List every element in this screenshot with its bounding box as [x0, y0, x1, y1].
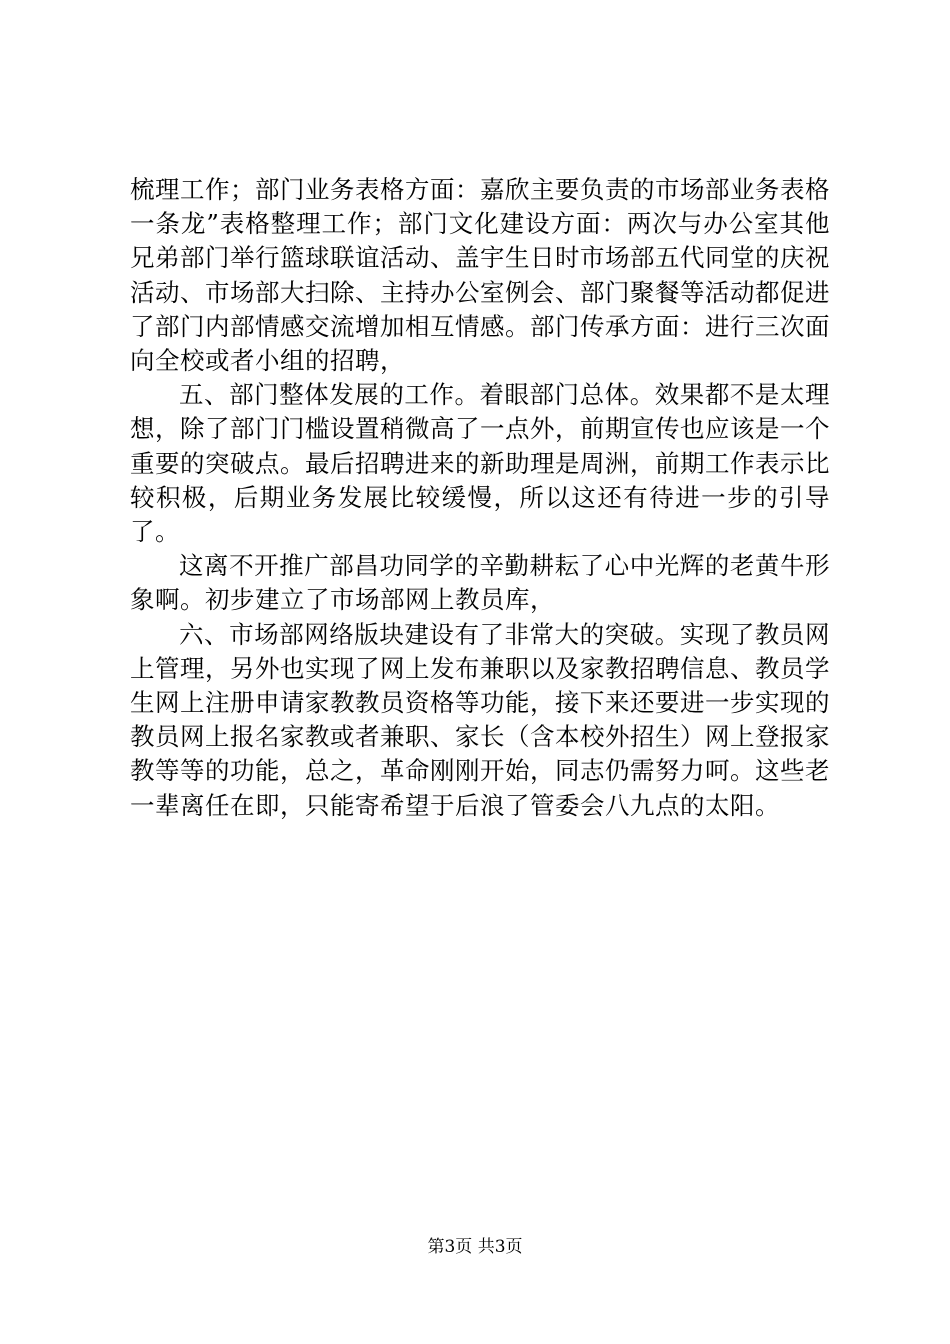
- paragraph-section-five: 五、部门整体发展的工作。着眼部门总体。效果都不是太理想，除了部门门槛设置稍微高了一点外，前期宣传也应该是一个重要的突破点。最后招聘进来的新助理是周洲，前期工作表示比较积极，后期业务发展比较缓慢，所以这还有待进一步的引导了。: [130, 380, 830, 547]
- paragraph-section-six: 六、市场部网络版块建设有了非常大的突破。实现了教员网上管理，另外也实现了网上发布兼职以及家教招聘信息、教员学生网上注册申请家教教员资格等功能，接下来还要进一步实现的教员网上报名家教或者兼职、家长（含本校外招生）网上登报家教等等的功能，总之，革命刚刚开始，同志仍需努力呵。这些老一辈离任在即，只能寄希望于后浪了管委会八九点的太阳。: [130, 619, 830, 820]
- page-footer: 第3页 共3页: [427, 1237, 523, 1257]
- paragraph-continuation: 梳理工作；部门业务表格方面：嘉欣主要负责的市场部业务表格一条龙”表格整理工作；部门文化建设方面：两次与办公室其他兄弟部门举行篮球联谊活动、盖宇生日时市场部五代同堂的庆祝活动、市场部大扫除、主持办公室例会、部门聚餐等活动都促进了部门内部情感交流增加相互情感。部门传承方面：进行三次面向全校或者小组的招聘，: [130, 175, 830, 376]
- paragraph-acknowledgement: 这离不开推广部昌功同学的辛勤耕耘了心中光辉的老黄牛形象啊。初步建立了市场部网上教员库，: [130, 551, 830, 615]
- document-body: [130, 173, 830, 823]
